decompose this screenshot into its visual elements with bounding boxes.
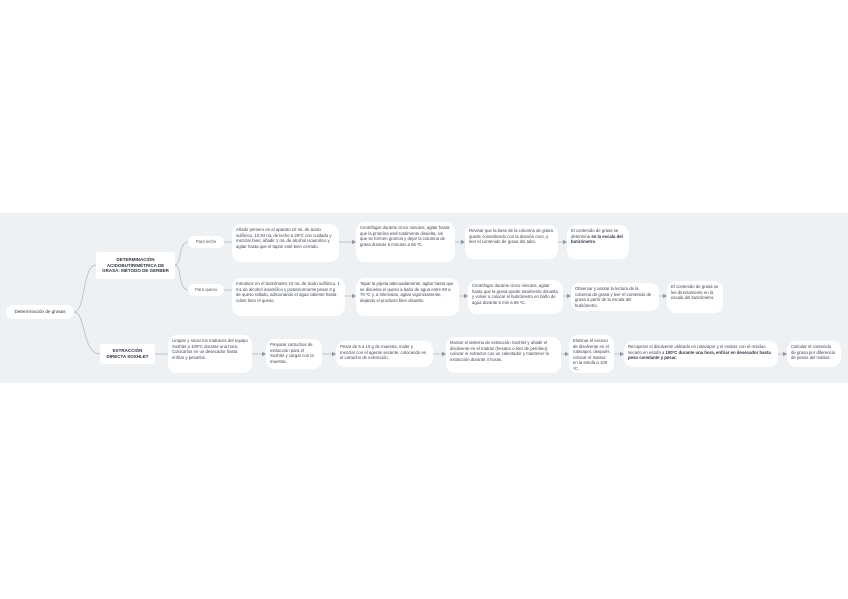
connector-root-gerber [74, 265, 96, 312]
queso-step-3: Centrifugar durante cinco minutos, agitar hasta que la grasa quede totalmente disuelta y volver a colocar el butirómetro en baño de agua durante 5 min a 65 ºC. [468, 280, 563, 314]
leche-step-3: Revisar que la base de la columna de grasa quede coincidiendo con la división cero, y leer el contenido de grasa del tubo. [465, 225, 558, 259]
connector-gerber-leche [175, 242, 188, 265]
connector-root-soxhlet [74, 312, 100, 354]
branch-label-leche: Para leche [188, 236, 224, 248]
soxhlet-step-5: Eliminar el exceso de disolvente en el rotavapor, después colocar el matraz en la estufa a 100 ºC. [569, 335, 614, 373]
method-soxhlet-title: EXTRACCIÓN DIRECTA SOXHLET [100, 344, 155, 364]
connector-gerber-queso [175, 265, 188, 290]
method-gerber-title: DETERMINACIÓN ACIDOBUTIRIMÉTRICA DE GRASA: MÉTODO DE GERBER [96, 252, 175, 279]
queso-step-1: Introducir en el butirómetro 10 mL de ácido sulfúrico, 1 mL de alcohol isoamílico y posteriormente pesar 3 g de queso rallado, adicionando el agua caliente hasta cubrir bien el queso. [232, 278, 345, 316]
soxhlet-step-2: Preparar cartuchos de extracción para el Soxhlet y cargar con la muestra. [266, 339, 322, 369]
soxhlet-step-7: Calcular el contenido de grasa por diferencia de pesos del matraz. [787, 341, 841, 367]
leche-step-1: Añadir primero en el aparato 10 mL de ácido sulfúrico, 10,94 mL de leche a 20ºC con cuidado y mezclar bien; añadir 1 mL de alcohol isoamílico y agitar hasta que el tapón esté bien cerrado. [232, 224, 339, 262]
queso-step-2: Tapar la pipeta adecuadamente, agitar hasta que se disuelva el queso a baño de agua entre 60 a 70 ºC y, a intervalos, agitar vigorosamente, dejando el producto bien disuelto. [356, 278, 459, 316]
soxhlet-step-1: Limpiar y secar los matraces del equipo Soxhlet a 100ºC durante una hora. Colocarlos en un desecador hasta enfriar y pesarlos. [168, 335, 252, 373]
soxhlet-step-3: Pesar de 5 a 10 g de muestra, moler y mezclar con el agente secante, colocando en el cartucho de extracción. [336, 341, 433, 367]
soxhlet-step-4: Montar el sistema de extracción Soxhlet y añadir el disolvente en el matraz (hexano o éter de petróleo), colocar el extractor con un calentador y mantener la extracción durante 4 horas. [446, 337, 561, 373]
branch-label-queso: Para queso [188, 284, 224, 296]
queso-step-5: El contenido de grasa se lee directamente en la escala del butirómetro. [667, 281, 723, 313]
leche-step-4 [567, 225, 629, 259]
soxhlet-step-6: Recuperar el disolvente utilizado en rotavapor y el matraz con el residuo secarlo en estufa a 100ºC durante una hora, enfriar en desecador hasta peso constante y pesar. [624, 341, 778, 367]
root-node: Determinación de grasas [6, 305, 74, 319]
leche-step-2: Centrifugar durante cinco minutos, agitar hasta que la proteína esté totalmente disuelta, sin que se formen grumos y dejar la columna de grasa durante 5 minutos a 65 ºC. [356, 222, 455, 262]
leche-step-4-text: El contenido de grasa se determina en la escala del butirómetro. [571, 228, 623, 244]
queso-step-4: Observar y anotar la lectura de la columna de grasa y leer el contenido de grasa a partir de la escala del butirómetro. [571, 283, 659, 311]
